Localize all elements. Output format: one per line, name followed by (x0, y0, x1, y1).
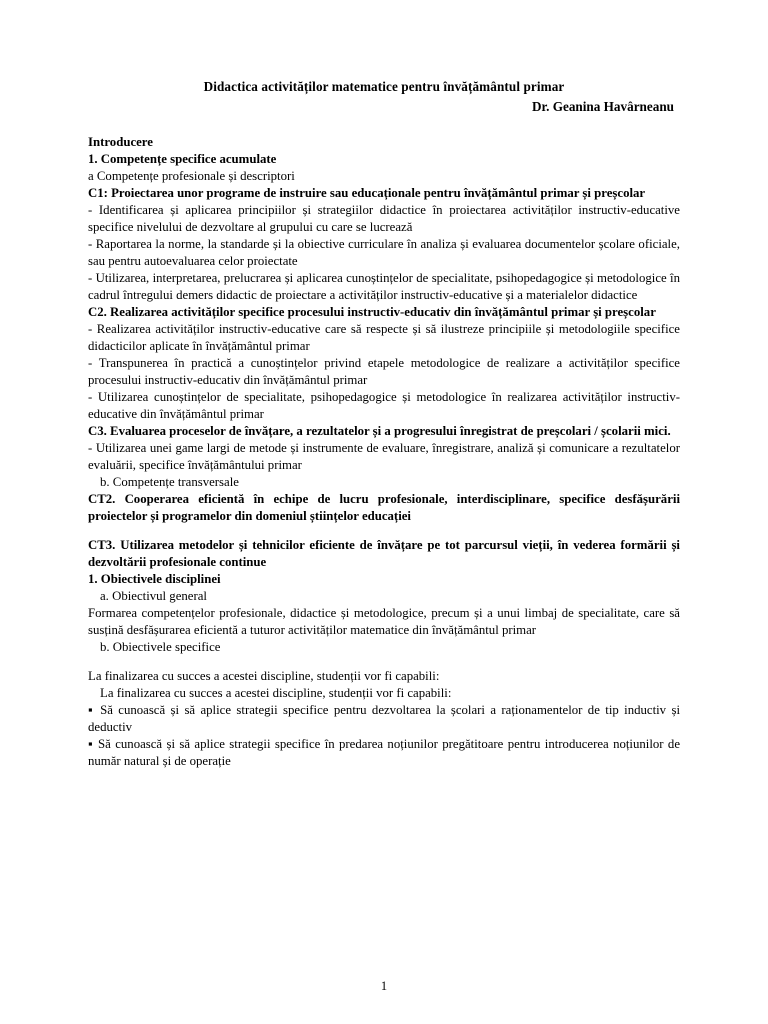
c2-heading: C2. Realizarea activităților specifice procesului instructiv-educativ din învățământul primar și preșcolar (88, 304, 656, 319)
c1-bullet-1: - Identificarea și aplicarea principiilor și strategiilor didactice în proiectarea activităților instructiv-educative specifice nivelului de dezvoltare al grupului cu care se lucrează (88, 202, 680, 234)
c3-bullet-1: - Utilizarea unei game largi de metode și instrumente de evaluare, înregistrare, analiză și comunicare a rezultatelor evaluării, specifice învățământului primar (88, 440, 680, 472)
document-author: Dr. Geanina Havârneanu (531, 98, 674, 114)
page-title: Didactica activităților matematice pentru învățământul primar (203, 79, 565, 94)
objective-specific-label: b. Obiectivele specifice (100, 640, 221, 655)
ct3-heading: CT3. Utilizarea metodelor și tehnicilor eficiente de învățare pe tot parcursul vieții, în vederea formării și dezvoltării profesionale continue (88, 537, 680, 569)
objective-general-label: a. Obiectivul general (100, 589, 207, 604)
capability-bullet-2: ▪ Să cunoască și să aplice strategii specifice în predarea noțiunilor pregătitoare pentru introducerea noțiunilor de număr natural și de operație (88, 737, 680, 769)
competences-a-label: a Competențe profesionale și descriptori (88, 168, 295, 183)
c1-heading: C1: Proiectarea unor programe de instruire sau educaționale pentru învățământul primar și preșcolar (88, 185, 646, 200)
intro-heading: Introducere (88, 134, 153, 149)
page-number: 1 (380, 979, 388, 993)
objectives-heading: 1. Obiectivele disciplinei (88, 572, 221, 587)
ct2-heading: CT2. Cooperarea eficientă în echipe de lucru profesionale, interdisciplinare, specifice desfășurării proiectelor și programelor din domeniul științelor educației (88, 491, 680, 523)
competences-b-label: b. Competențe transversale (100, 474, 239, 489)
c2-bullet-2: - Transpunerea în practică a cunoștințelor privind etapele metodologice de realizare a activităților specifice procesului instructiv-educativ din învățământul primar (88, 355, 680, 387)
final-line-2: La finalizarea cu succes a acestei discipline, studenții vor fi capabili: (100, 686, 452, 701)
section-1-heading: 1. Competențe specifice acumulate (88, 151, 277, 166)
c2-bullet-3: - Utilizarea cunoștințelor de specialitate, psihopedagogice și metodologice în realizarea activităților instructiv-educative din învățământul primar (88, 389, 680, 421)
objective-general-text: Formarea competențelor profesionale, didactice și metodologice, precum și a unui limbaj de specialitate, care să susțină desfășurarea eficientă a tuturor activităților matematice din învățământul primar (88, 606, 680, 638)
spacer (88, 656, 680, 668)
c1-bullet-2: - Raportarea la norme, la standarde și la obiective curriculare în analiza și evaluarea documentelor școlare oficiale, sau pentru autoevaluarea celor proiectate (88, 236, 680, 268)
capability-bullet-1: ▪ Să cunoască și să aplice strategii specifice pentru dezvoltarea la școlari a raționamentelor de tip inductiv și deductiv (88, 703, 680, 735)
c1-bullet-3: - Utilizarea, interpretarea, prelucrarea și aplicarea cunoștințelor de specialitate, psihopedagogice și metodologice în cadrul întregului demers didactic de proiectare a activităților instructiv-educative și a materialelor didactice (88, 270, 680, 302)
c2-bullet-1: - Realizarea activităților instructiv-educative care să respecte și să ilustreze principiile și metodologiile specifice didacticilor aplicate în învățământul primar (88, 321, 680, 353)
c3-heading: C3. Evaluarea proceselor de învățare, a rezultatelor și a progresului înregistrat de preșcolari / școlarii mici. (88, 423, 671, 438)
final-line-1: La finalizarea cu succes a acestei discipline, studenții vor fi capabili: (88, 669, 440, 684)
spacer (88, 525, 680, 537)
